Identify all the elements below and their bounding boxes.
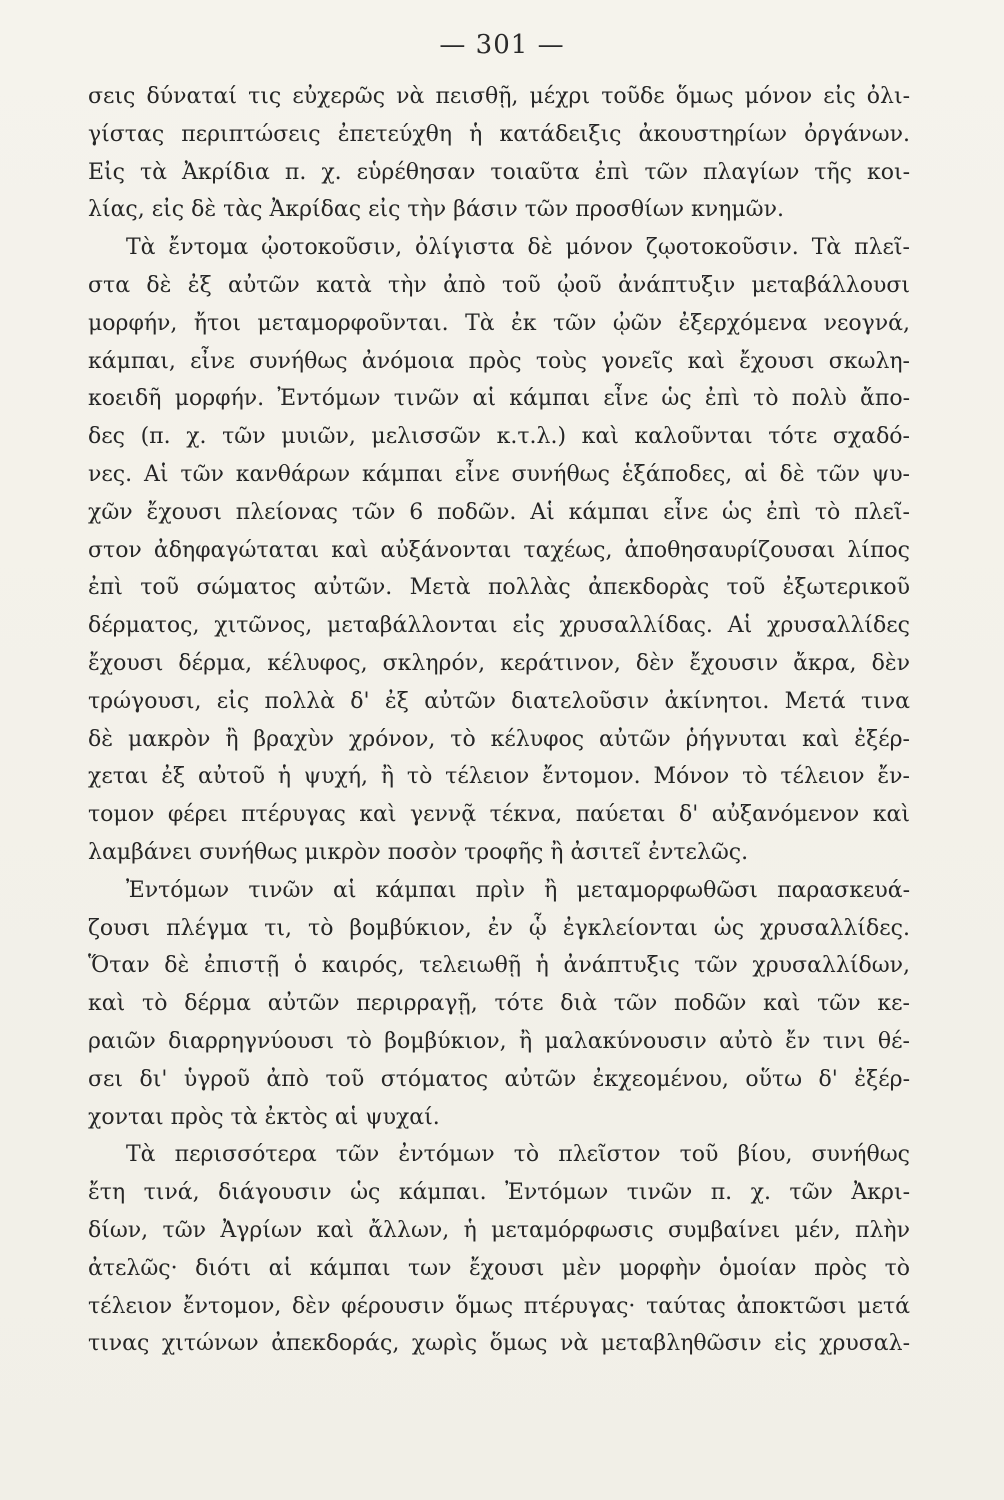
text-line: μορφήν, ἤτοι μεταμορφοῦνται. Τὰ ἐκ τῶν ᾠῶν ἐξερχόμενα νεογνά, <box>88 310 910 336</box>
text-line: νες. Αἱ τῶν κανθάρων κάμπαι εἶνε συνήθως ἑξάποδες, αἱ δὲ τῶν ψυ- <box>88 461 910 487</box>
text-line: δες (π. χ. τῶν μυιῶν, μελισσῶν κ.τ.λ.) καὶ καλοῦνται τότε σχαδό- <box>88 424 910 450</box>
text-line: στον ἀδηφαγώταται καὶ αὐξάνονται ταχέως, ἀποθησαυρίζουσαι λίπος <box>88 537 910 563</box>
text-line: τινας χιτώνων ἀπεκδοράς, χωρὶς ὅμως νὰ μεταβληθῶσιν εἰς χρυσαλ- <box>88 1331 910 1357</box>
text-line: λίας, εἰς δὲ τὰς Ἀκρίδας εἰς τὴν βάσιν τῶν προσθίων κνημῶν. <box>88 197 784 223</box>
text-line: ἀτελῶς· διότι αἱ κάμπαι των ἔχουσι μὲν μορφὴν ὁμοίαν πρὸς τὸ <box>88 1255 910 1281</box>
text-line: γίστας περιπτώσεις ἐπετεύχθη ἡ κατάδειξις ἀκουστηρίων ὀργάνων. <box>88 121 910 147</box>
text-line: καὶ τὸ δέρμα αὐτῶν περιρραγῇ, τότε διὰ τῶν ποδῶν καὶ τῶν κε- <box>88 991 910 1017</box>
text-line: δέρματος, χιτῶνος, μεταβάλλονται εἰς χρυσαλλίδας. Αἱ χρυσαλλίδες <box>88 613 910 639</box>
text-line: χονται πρὸς τὰ ἐκτὸς αἱ ψυχαί. <box>88 1104 440 1130</box>
text-line: ἔτη τινά, διάγουσιν ὡς κάμπαι. Ἐντόμων τινῶν π. χ. τῶν Ἀκρι- <box>88 1180 910 1206</box>
text-line: χεται ἐξ αὐτοῦ ἡ ψυχή, ἢ τὸ τέλειον ἔντομον. Μόνον τὸ τέλειον ἔν- <box>88 764 910 790</box>
text-line: κάμπαι, εἶνε συνήθως ἀνόμοια πρὸς τοὺς γονεῖς καὶ ἔχουσι σκωλη- <box>88 348 910 374</box>
text-line: δὲ μακρὸν ἢ βραχὺν χρόνον, τὸ κέλυφος αὐτῶν ῥήγνυται καὶ ἐξέρ- <box>88 726 910 752</box>
text-line: Τὰ ἔντομα ᾠοτοκοῦσιν, ὀλίγιστα δὲ μόνον ζῳοτοκοῦσιν. Τὰ πλεῖ- <box>126 235 910 261</box>
text-line: Ἐντόμων τινῶν αἱ κάμπαι πρὶν ἢ μεταμορφωθῶσι παρασκευά- <box>126 877 910 903</box>
text-line: στα δὲ ἐξ αὐτῶν κατὰ τὴν ἀπὸ τοῦ ᾠοῦ ἀνάπτυξιν μεταβάλλουσι <box>88 272 910 298</box>
text-line: δίων, τῶν Ἀγρίων καὶ ἄλλων, ἡ μεταμόρφωσις συμβαίνει μέν, πλὴν <box>88 1217 910 1243</box>
text-line: κοειδῆ μορφήν. Ἐντόμων τινῶν αἱ κάμπαι εἶνε ὡς ἐπὶ τὸ πολὺ ἄπο- <box>88 386 910 412</box>
text-line: τέλειον ἔντομον, δὲν φέρουσιν ὅμως πτέρυγας· ταύτας ἀποκτῶσι μετά <box>88 1293 910 1319</box>
text-line: τομον φέρει πτέρυγας καὶ γεννᾷ τέκνα, παύεται δ' αὐξανόμενον καὶ <box>88 802 910 828</box>
text-line: Ὅταν δὲ ἐπιστῇ ὁ καιρός, τελειωθῇ ἡ ἀνάπτυξις τῶν χρυσαλλίδων, <box>88 953 910 979</box>
text-line: σει δι' ὑγροῦ ἀπὸ τοῦ στόματος αὐτῶν ἐκχεομένου, οὕτω δ' ἐξέρ- <box>88 1066 910 1092</box>
body-text <box>88 78 910 1363</box>
page-number: — 301 — <box>439 30 565 60</box>
text-line: σεις δύναταί τις εὐχερῶς νὰ πεισθῇ, μέχρι τοῦδε ὅμως μόνον εἰς ὀλι- <box>88 84 910 109</box>
text-line: Εἰς τὰ Ἀκρίδια π. χ. εὑρέθησαν τοιαῦτα ἐπὶ τῶν πλαγίων τῆς κοι- <box>88 159 910 185</box>
text-line: ἔχουσι δέρμα, κέλυφος, σκληρόν, κεράτινον, δὲν ἔχουσιν ἄκρα, δὲν <box>88 650 910 676</box>
text-line: τρώγουσι, εἰς πολλὰ δ' ἐξ αὐτῶν διατελοῦσιν ἀκίνητοι. Μετά τινα <box>88 688 910 714</box>
text-line: Τὰ περισσότερα τῶν ἐντόμων τὸ πλεῖστον τοῦ βίου, συνήθως <box>126 1142 910 1168</box>
text-line: ραιῶν διαρρηγνύουσι τὸ βομβύκιον, ἢ μαλακύνουσιν αὐτὸ ἔν τινι θέ- <box>88 1028 910 1054</box>
text-line: ζουσι πλέγμα τι, τὸ βομβύκιον, ἐν ᾧ ἐγκλείονται ὡς χρυσαλλίδες. <box>88 915 910 941</box>
text-line: χῶν ἔχουσι πλείονας τῶν 6 ποδῶν. Αἱ κάμπαι εἶνε ὡς ἐπὶ τὸ πλεῖ- <box>88 499 910 525</box>
text-line: λαμβάνει συνήθως μικρὸν ποσὸν τροφῆς ἢ ἀσιτεῖ ἐντελῶς. <box>88 839 749 865</box>
text-line: ἐπὶ τοῦ σώματος αὐτῶν. Μετὰ πολλὰς ἀπεκδορὰς τοῦ ἐξωτερικοῦ <box>88 575 910 601</box>
